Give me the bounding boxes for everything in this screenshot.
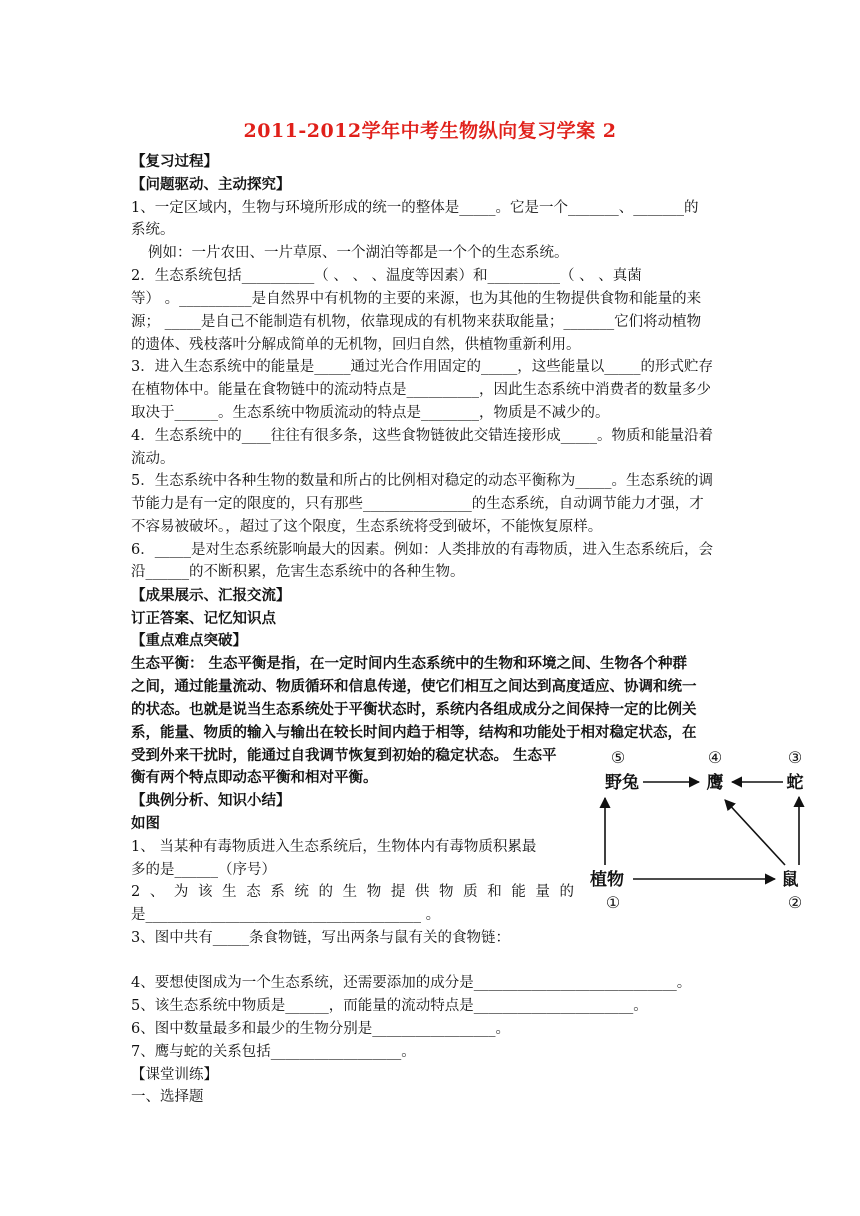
text-line: 是______________________________________ 。: [131, 907, 441, 923]
text-line: 等） 。__________是自然界中有机物的主要的来源，也为其他的生物提供食物和能量的来: [131, 291, 702, 307]
eagle-node: 鹰: [706, 773, 724, 793]
text-line: 多的是______（序号）: [131, 862, 276, 878]
text-line: 3．进入生态系统中的能量是_____通过光合作用固定的_____，这些能量以_____的形式贮存: [131, 359, 713, 375]
arrow-mouse-to-eagle: [725, 800, 785, 865]
mouse-node: 鼠: [781, 870, 799, 890]
text-line: 的遗体、残枝落叶分解成简单的无机物，回归自然，供植物重新利用。: [131, 337, 581, 353]
text-line: 6．_____是对生态系统影响最大的因素。例如：人类排放的有毒物质，进入生态系统后，会: [131, 542, 713, 558]
text-line: 1、 当某种有毒物质进入生态系统后，生物体内有毒物质积累最: [131, 839, 537, 855]
section-heading: 【成果展示、汇报交流】: [131, 587, 291, 604]
text-line: 系统。: [131, 222, 175, 238]
plant-node: 植物: [590, 870, 624, 890]
section-heading: 订正答案、记忆知识点: [131, 610, 276, 627]
text-line: 沿______的不断积累，危害生态系统中的各种生物。: [131, 564, 465, 580]
text-line: 取决于______。生态系统中物质流动的特点是________，物质是不减少的。: [131, 405, 610, 421]
text-line: 2、为该生态系统的生物提供物质和能量的: [131, 884, 584, 900]
text-line: 受到外来干扰时，能通过自我调节恢复到初始的稳定状态。 生态平: [131, 747, 557, 764]
text-line: 6、图中数量最多和最少的生物分别是_________________。: [131, 1021, 510, 1037]
text-line: 系，能量、物质的输入与输出在较长时间内趋于相等，结构和功能处于相对稳定状态，在: [131, 724, 697, 741]
text-line: 源； _____是自己不能制造有机物，依靠现成的有机物来获取能量；_______它们将动植物: [131, 314, 702, 330]
section-heading: 【典例分析、知识小结】: [131, 792, 291, 809]
section-heading: 【复习过程】: [131, 153, 218, 170]
text-line: 5、该生态系统中物质是______，而能量的流动特点是______________________。: [131, 998, 648, 1014]
text-line: 不容易被破坏。，超过了这个限度，生态系统将受到破坏，不能恢复原样。: [131, 519, 603, 535]
node-number: ②: [787, 893, 803, 912]
text-line: 3、图中共有_____条食物链，写出两条与鼠有关的食物链：: [131, 930, 510, 946]
node-number: ④: [707, 748, 723, 767]
section-heading: 【重点难点突破】: [131, 632, 247, 649]
text-line: 4．生态系统中的____往往有很多条，这些食物链彼此交错连接形成_____。物质和能量沿着: [131, 428, 713, 444]
text-line: 之间，通过能量流动、物质循环和信息传递，使它们相互之间达到高度适应、协调和统一: [131, 678, 697, 695]
snake-node: 蛇: [786, 773, 804, 793]
node-number: ⑤: [610, 748, 626, 767]
text-line: 如图: [131, 815, 160, 832]
section-heading: 【课堂训练】: [131, 1067, 218, 1083]
document-title: 2011-2012学年中考生物纵向复习学案 2: [243, 120, 617, 142]
text-line: 1、一定区域内，生物与环境所形成的统一的整体是_____。它是一个_______、_______的: [131, 200, 699, 216]
text-line: 一、选择题: [131, 1089, 204, 1105]
text-line: 节能力是有一定的限度的，只有那些_______________的生态系统，自动调节能力才强，才: [131, 496, 704, 512]
node-number: ①: [605, 893, 621, 912]
section-heading: 【问题驱动、主动探究】: [131, 176, 291, 193]
text-line: 的状态。也就是说当生态系统处于平衡状态时，系统内各组成成分之间保持一定的比例关: [131, 701, 697, 718]
text-line: 在植物体中。能量在食物链中的流动特点是__________，因此生态系统中消费者的数量多少: [131, 382, 711, 398]
text-line: 例如：一片农田、一片草原、一个湖泊等都是一个个的生态系统。: [148, 245, 569, 261]
food-web-diagram: [585, 745, 810, 915]
text-line: 7、鹰与蛇的关系包括__________________。: [131, 1044, 416, 1060]
text-line: 4、要想使图成为一个生态系统，还需要添加的成分是____________________________。: [131, 975, 692, 991]
text-line: 衡有两个特点即动态平衡和相对平衡。: [131, 769, 378, 786]
rabbit-node: 野兔: [605, 773, 639, 793]
text-line: 生态平衡： 生态平衡是指，在一定时间内生态系统中的生物和环境之间、生物各个种群: [131, 655, 688, 672]
node-number: ③: [787, 748, 803, 767]
text-line: 2．生态系统包括__________（ 、 、 、温度等因素）和__________（ 、 、真菌: [131, 268, 642, 284]
text-line: 流动。: [131, 451, 175, 467]
text-line: 5．生态系统中各种生物的数量和所占的比例相对稳定的动态平衡称为_____。生态系统的调: [131, 473, 713, 489]
